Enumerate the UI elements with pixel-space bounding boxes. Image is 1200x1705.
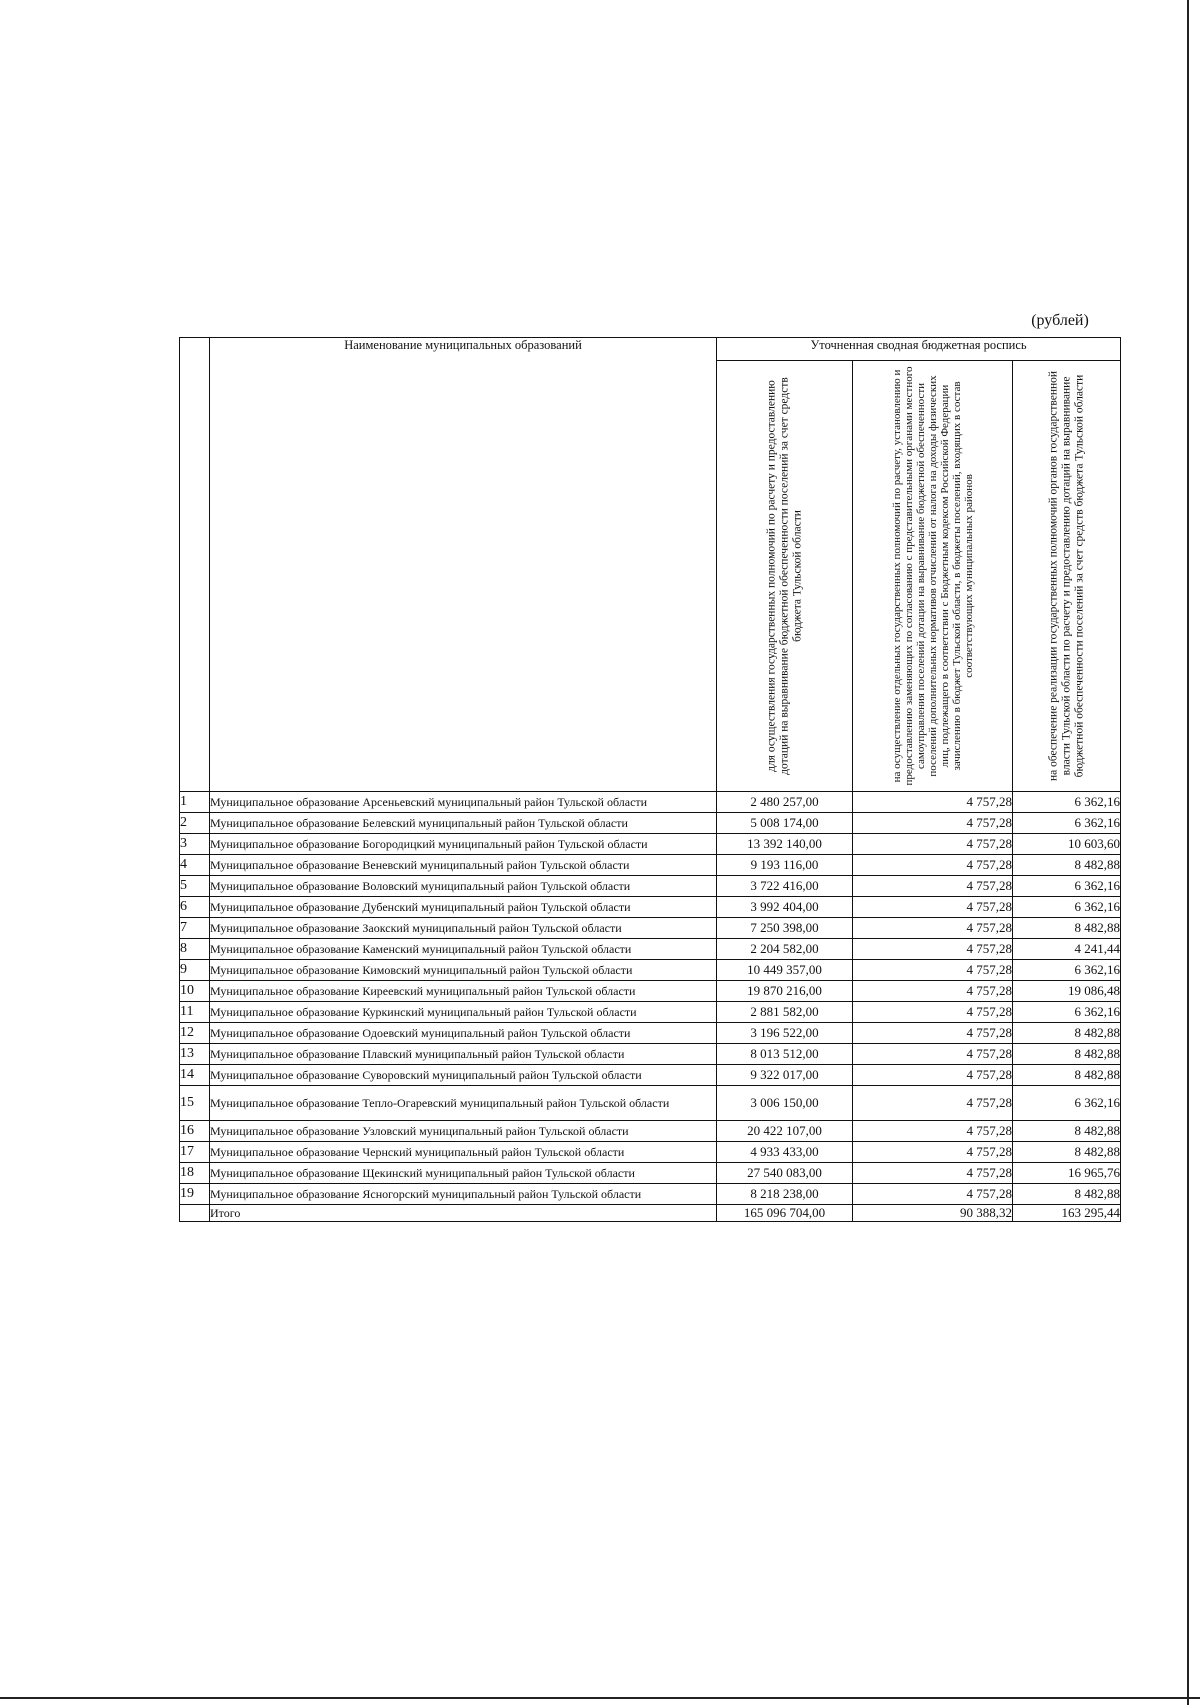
row-value-3: 4 241,44 [1013,939,1121,960]
row-name: Муниципальное образование Богородицкий муниципальный район Тульской области [210,834,717,855]
row-number: 6 [180,897,210,918]
row-value-1: 2 881 582,00 [717,1002,853,1023]
row-name: Муниципальное образование Арсеньевский муниципальный район Тульской области [210,792,717,813]
row-number: 19 [180,1184,210,1205]
row-value-3: 6 362,16 [1013,876,1121,897]
total-label: Итого [210,1205,717,1222]
table-row [180,876,1121,897]
row-value-2: 4 757,28 [853,897,1013,918]
row-value-2: 4 757,28 [853,813,1013,834]
row-number: 8 [180,939,210,960]
row-value-2: 4 757,28 [853,960,1013,981]
row-value-1: 4 933 433,00 [717,1142,853,1163]
total-value-1: 165 096 704,00 [717,1205,853,1222]
table-row [180,1023,1121,1044]
row-value-2: 4 757,28 [853,1086,1013,1121]
row-number: 14 [180,1065,210,1086]
row-value-2: 4 757,28 [853,1023,1013,1044]
row-value-1: 3 992 404,00 [717,897,853,918]
row-name: Муниципальное образование Плавский муниципальный район Тульской области [210,1044,717,1065]
row-value-1: 10 449 357,00 [717,960,853,981]
row-value-2: 4 757,28 [853,918,1013,939]
row-value-3: 6 362,16 [1013,1002,1121,1023]
scan-edge-bottom [0,1697,1200,1699]
row-name: Муниципальное образование Одоевский муниципальный район Тульской области [210,1023,717,1044]
row-value-3: 16 965,76 [1013,1163,1121,1184]
row-value-3: 8 482,88 [1013,1023,1121,1044]
row-name: Муниципальное образование Воловский муниципальный район Тульской области [210,876,717,897]
table-row [180,918,1121,939]
row-number: 2 [180,813,210,834]
total-number-cell [180,1205,210,1222]
row-value-2: 4 757,28 [853,792,1013,813]
row-value-1: 2 204 582,00 [717,939,853,960]
row-name: Муниципальное образование Дубенский муниципальный район Тульской области [210,897,717,918]
table-row [180,939,1121,960]
row-name: Муниципальное образование Киреевский муниципальный район Тульской области [210,981,717,1002]
row-name: Муниципальное образование Каменский муниципальный район Тульской области [210,939,717,960]
header-col-2 [853,361,1013,792]
table-row [180,1002,1121,1023]
row-value-1: 2 480 257,00 [717,792,853,813]
row-value-3: 8 482,88 [1013,1044,1121,1065]
row-number: 18 [180,1163,210,1184]
row-number: 11 [180,1002,210,1023]
header-col-3-text: на обеспечение реализации государственных полномочий органов государственной власти Тульской области по расчету и предоставлению дотаций на выравнивание бюджетной обеспеченности поселений за счет средств бюджета Тульской области [1047,370,1085,782]
table-row [180,897,1121,918]
scan-edge-right [1187,0,1189,1705]
total-row [180,1205,1121,1222]
unit-label: (рублей) [1031,312,1089,329]
row-number: 16 [180,1121,210,1142]
row-name: Муниципальное образование Чернский муниципальный район Тульской области [210,1142,717,1163]
row-value-1: 9 322 017,00 [717,1065,853,1086]
row-value-1: 7 250 398,00 [717,918,853,939]
row-number: 13 [180,1044,210,1065]
row-name: Муниципальное образование Ясногорский муниципальный район Тульской области [210,1184,717,1205]
table-row [180,1086,1121,1121]
row-value-2: 4 757,28 [853,834,1013,855]
row-value-3: 10 603,60 [1013,834,1121,855]
row-name: Муниципальное образование Веневский муниципальный район Тульской области [210,855,717,876]
row-value-1: 3 196 522,00 [717,1023,853,1044]
table-row [180,834,1121,855]
row-number: 15 [180,1086,210,1121]
row-number: 17 [180,1142,210,1163]
table-row [180,1065,1121,1086]
header-row-top [180,338,1121,361]
row-value-2: 4 757,28 [853,981,1013,1002]
row-value-1: 27 540 083,00 [717,1163,853,1184]
table-row [180,792,1121,813]
row-number: 5 [180,876,210,897]
row-number: 9 [180,960,210,981]
row-value-2: 4 757,28 [853,1002,1013,1023]
row-value-3: 8 482,88 [1013,1184,1121,1205]
row-number: 4 [180,855,210,876]
row-value-1: 9 193 116,00 [717,855,853,876]
row-value-1: 20 422 107,00 [717,1121,853,1142]
row-value-3: 8 482,88 [1013,1142,1121,1163]
row-value-2: 4 757,28 [853,1121,1013,1142]
row-value-3: 6 362,16 [1013,960,1121,981]
header-group: Уточненная сводная бюджетная роспись [717,338,1121,361]
table-row [180,981,1121,1002]
row-name: Муниципальное образование Белевский муниципальный район Тульской области [210,813,717,834]
table-row [180,813,1121,834]
table-row [180,1121,1121,1142]
row-value-1: 13 392 140,00 [717,834,853,855]
row-value-1: 19 870 216,00 [717,981,853,1002]
row-value-3: 6 362,16 [1013,813,1121,834]
row-value-2: 4 757,28 [853,855,1013,876]
row-name: Муниципальное образование Кимовский муниципальный район Тульской области [210,960,717,981]
row-value-2: 4 757,28 [853,1142,1013,1163]
row-number: 12 [180,1023,210,1044]
row-value-3: 8 482,88 [1013,918,1121,939]
row-value-3: 19 086,48 [1013,981,1121,1002]
total-value-2: 90 388,32 [853,1205,1013,1222]
row-name: Муниципальное образование Узловский муниципальный район Тульской области [210,1121,717,1142]
total-value-3: 163 295,44 [1013,1205,1121,1222]
row-value-1: 3 722 416,00 [717,876,853,897]
row-value-3: 8 482,88 [1013,855,1121,876]
row-value-1: 8 013 512,00 [717,1044,853,1065]
row-value-3: 6 362,16 [1013,1086,1121,1121]
row-value-2: 4 757,28 [853,1065,1013,1086]
header-col-3 [1013,361,1121,792]
row-name: Муниципальное образование Заокский муниципальный район Тульской области [210,918,717,939]
row-value-1: 8 218 238,00 [717,1184,853,1205]
table-row [180,1044,1121,1065]
row-name: Муниципальное образование Куркинский муниципальный район Тульской области [210,1002,717,1023]
row-value-1: 5 008 174,00 [717,813,853,834]
row-number: 10 [180,981,210,1002]
row-value-2: 4 757,28 [853,939,1013,960]
row-value-3: 8 482,88 [1013,1065,1121,1086]
row-value-2: 4 757,28 [853,1163,1013,1184]
table-row [180,1142,1121,1163]
table-row [180,1184,1121,1205]
header-name-column: Наименование муниципальных образований [210,338,717,792]
row-number: 3 [180,834,210,855]
table-row [180,1163,1121,1184]
row-value-2: 4 757,28 [853,1044,1013,1065]
row-name: Муниципальное образование Суворовский муниципальный район Тульской области [210,1065,717,1086]
row-number: 1 [180,792,210,813]
row-value-3: 8 482,88 [1013,1121,1121,1142]
row-value-3: 6 362,16 [1013,792,1121,813]
table-row [180,960,1121,981]
row-name: Муниципальное образование Щекинский муниципальный район Тульской области [210,1163,717,1184]
row-value-3: 6 362,16 [1013,897,1121,918]
header-col-1-text: для осуществления государственных полномочий по расчету и предоставлению дотаций на выравнивание бюджетной обеспеченности поселений за счет средств бюджета Тульской области [765,377,803,775]
header-col-1 [717,361,853,792]
row-name: Муниципальное образование Тепло-Огаревский муниципальный район Тульской области [210,1086,717,1121]
row-value-2: 4 757,28 [853,876,1013,897]
table-row [180,855,1121,876]
budget-table [179,337,1121,1222]
row-value-1: 3 006 150,00 [717,1086,853,1121]
row-value-2: 4 757,28 [853,1184,1013,1205]
header-col-2-text: на осуществление отдельных государственных полномочий по расчету, установлению и предоставлению заменяющих по согласованию с представительными органами местного самоуправления поселений дотации на выравнивание бюджетной обеспеченности поселений дополнительных нормативов отчислений от налога на доходы физических лиц, подлежащего в соответствии с Бюджетным кодексом Российской Федерации зачислению в бюджет Тульской области, в бюджеты поселений, входящих в состав соответствующих муниципальных районов [890,366,975,786]
row-number: 7 [180,918,210,939]
header-number-cell [180,338,210,792]
